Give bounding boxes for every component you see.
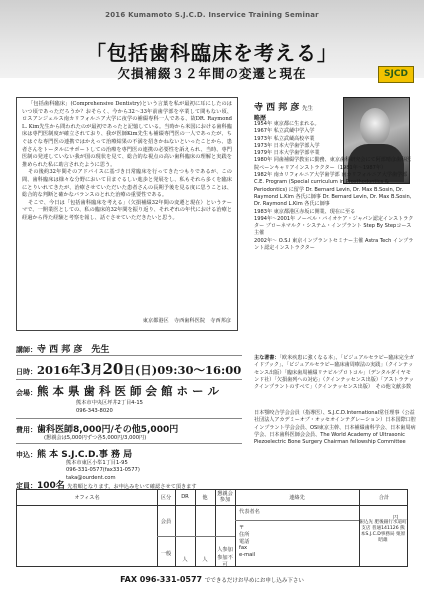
career-text: 日本大学歯学部入学 — [273, 142, 320, 149]
career-year: 1967年 — [254, 128, 273, 135]
col-dr: DR — [181, 494, 189, 500]
career-row — [254, 216, 414, 238]
capacity-line — [16, 478, 197, 491]
publications-label: 主な著書： — [254, 355, 280, 361]
capacity-label: 定員： — [16, 482, 37, 490]
addr-label: 〒 — [239, 525, 245, 531]
fax-label[interactable]: fax — [239, 545, 248, 551]
intro-paragraph-2: その後約32年間そのアドバイスに基づき日常臨床を行ってきたつもりであるが、この間、歯科臨床は様々な分野において目まぐるしい進歩と発展をし、私もそれら多くを臨床にとりいれてきたが、治療させていただいた患者さんの長期予後を見る度に思うことは、総合的な判断と確かなバランスのとれた治療の重要性である。 — [22, 169, 232, 199]
fax-note: でできるだけお早めにお申し込み下さい — [204, 578, 304, 584]
intro-paragraph-1: 「包括歯科臨床」(Comprehensive Dentistry)という言葉を私が最初に耳にしたのはいつ頃であっただろうか？おそらく、今から32～33年前歯学部を卒業して間もない頃、ロスアンジェルス南カリフォルニア大学に夜学の補綴専科一人である、故DR. Raymond L. Kim先生から問われたのが最初であったと記憶している。当時から米国における歯科臨床は専門医制度が確立されており、我が医師Kim先生も補綴専門医の一人であったが、ちぐはぐな専門医の連携ではかえって治療結果の不満を招きかねないといったことから、患者さんをトータルにサポートしての治療を専門医の連携の必要性を訴えられ、当時、専門医制の発達していない我が国の現状を見て、総合的な視点の高い歯科臨床の理解と実践を推められた私に助言されたように思う。 — [22, 101, 232, 168]
speaker-name: 寺 西 邦 彦 — [254, 103, 300, 113]
venue-line — [16, 383, 219, 399]
venue-label: 会場： — [16, 389, 37, 397]
career-text: 東京都に生まれる。 — [273, 121, 320, 127]
career-heading: 略歴 — [254, 115, 267, 122]
sub-title: 欠損補綴３２年間の変遷と現在 — [117, 66, 307, 81]
fee-note: (懇親会は5,000円ずつ各5,000円/3,000円) — [44, 435, 147, 441]
fee-label: 費用： — [16, 426, 37, 434]
publications — [254, 355, 414, 391]
apply-email[interactable]: taka@ourdent.com — [66, 475, 116, 481]
intro-box — [16, 97, 238, 331]
divider — [16, 443, 242, 444]
career-year: 1973年 — [254, 142, 273, 149]
fee-text: 歯科医師8,000円/その他5,000円 — [37, 425, 179, 435]
col-total: 合計 — [378, 495, 390, 501]
lecturer-line — [16, 342, 109, 355]
venue-tel: 096-343-8020 — [76, 408, 113, 414]
career-row — [254, 157, 414, 172]
career-text: 同歯補綴学教室に勤務、東京歯科研究会にて阿部晴彦歯科医院ペーンキャリアインストラクター（1981年～1987年） — [254, 157, 412, 171]
col-party: 懇親会参加 — [217, 491, 233, 503]
memberships: 日本顎咬合学会会員（指導医）、S.J.C.D.International常任理事（公益社団法人アカデミーオブ・オッセオインテグレーション）日本国際口腔インプラント学会会員、OSI東京主幹、日本補綴歯科学会、日本歯周病学会、日本歯科医師会会員、The World Academy of Ultrasonic Piezoelectric Bone Surgery Chairman fellowship Committee — [254, 410, 416, 446]
date-day-unit: 日 — [123, 363, 135, 377]
form-vline — [175, 490, 176, 566]
venue-name: 熊 本 県 歯 科 医 師 会 館 ホ ー ル — [37, 384, 220, 398]
party-yes[interactable]: 人参加 — [217, 547, 233, 553]
career-text: 日本大学歯学部卒業 — [273, 150, 320, 157]
yen-label: 円 — [393, 515, 399, 521]
intro-paragraph-3: そこで、今日は「包括歯科臨床を考える」（欠損補綴32年間の変遷と現在）というテーマで、一開業医としての、私の臨床的32年間を振り返り、それぞれの年代における治療と経過から得た経験と考察を報し、話ぐさせていただきたいと思う。 — [22, 199, 232, 221]
career-row — [254, 128, 414, 135]
apply-address: 熊本市東区小峯1丁目1-95 — [66, 460, 128, 466]
divider — [16, 418, 242, 419]
form-vline — [235, 490, 236, 566]
apply-tel: 096-331-0577(fax331-0577) — [66, 467, 140, 473]
addr-line[interactable]: 住所 — [239, 532, 250, 538]
career-year: 2002年～ — [254, 237, 278, 244]
intro-signature: 東京都港区 寺西歯科医院 寺西邦彦 — [142, 318, 231, 325]
unit-dr: 人 — [182, 557, 188, 563]
col-category: 区分 — [160, 495, 172, 501]
date-day: 20 — [102, 360, 124, 378]
career-year: 1979年 — [254, 150, 273, 157]
capacity-note: 先着順となります。お申込みをいて確認させて頂きます — [67, 484, 197, 490]
career-year: 1954年 — [254, 121, 273, 127]
career-text: 私立武蔵中学入学 — [273, 128, 315, 135]
career-year: 1973年 — [254, 135, 273, 142]
tel-label[interactable]: 電話 — [239, 539, 250, 545]
publications-text: 「欧米疾患に強くなる本」、「ビジュアルセラピー臨床完全ガイドブック」、「ビジュアルセラピー臨床歯周療法の実践」（クインテッセンス出版）「臨床歯周補綴リナビルプロトコル」（デンタルダイヤモンド社）「欠損歯列への対応」（クインテッセンス出版）「アストラテックインプラントのすべて」（クインテッセンス出版） その他文献多数 — [254, 355, 414, 391]
career-text: ノーベル・バイオケア・ジャパン認定インストラクター ブローネマルク・システム・インプラント Step By Stepコース主催 — [254, 215, 414, 237]
divider — [16, 379, 242, 380]
main-title: 「包括歯科臨床を考える」 — [86, 41, 338, 65]
career-text: O.S.I 東京インプラントセミナー主催 Astra Tech インプラント認定インストラクター — [254, 237, 414, 252]
row-member: 会員 — [160, 519, 172, 525]
career-text: 東京都港区赤坂に開業、現在に至る — [273, 208, 356, 215]
bank-stamp: 振込先 肥後銀行水道町支店 普通141126 熊本S.J.C.D事務局 栗原昭雄 — [359, 520, 407, 543]
rep-label: 代表者名 — [239, 509, 260, 515]
career-year: 1980年 — [254, 157, 273, 164]
date-year: 2016年 — [37, 363, 81, 377]
party-no[interactable]: 参加不可 — [217, 555, 233, 568]
form-hline — [235, 520, 359, 521]
col-office: オフィス名 — [74, 495, 100, 501]
date-line — [16, 360, 241, 378]
header-banner — [0, 0, 424, 81]
career-row — [254, 209, 414, 216]
seminar-label: 2016 Kumamoto S.J.C.D. Inservice Training Seminar — [105, 11, 319, 19]
lecturer-name: 寺 西 邦 彦 先生 — [37, 345, 110, 355]
sjcd-logo: SJCD — [378, 66, 414, 83]
fax-number: FAX 096-331-0577 — [120, 575, 203, 584]
apply-label: 申込： — [16, 451, 37, 459]
email-label[interactable]: e-mail — [239, 552, 256, 558]
career-row — [254, 238, 414, 253]
date-label: 日時： — [16, 368, 37, 376]
career-row — [254, 172, 414, 208]
career-year: 1982年 — [254, 172, 273, 179]
career-year: 1994年～2001年 — [254, 215, 296, 222]
career-year: 1983年 — [254, 208, 273, 215]
col-contact: 連絡先 — [289, 495, 305, 501]
date-month-unit: 月 — [90, 363, 103, 377]
form-hline — [157, 536, 235, 537]
fax-line — [0, 575, 424, 584]
divider — [16, 355, 242, 356]
apply-office: 熊 本 S.J.C.D.事 務 局 — [37, 450, 133, 460]
col-staff: 他 — [202, 495, 208, 501]
application-form — [16, 489, 408, 567]
career-text: 私立武蔵高校卒業 — [273, 135, 315, 142]
career-row — [254, 136, 414, 143]
venue-address: 熊本市中央区坪井2丁目4-15 — [76, 400, 143, 406]
date-month: 3 — [80, 360, 91, 378]
capacity-value: 100名 — [37, 481, 65, 491]
speaker-honorific: 先生 — [302, 106, 314, 112]
lecturer-label: 講師： — [16, 346, 37, 354]
career-text: 南カリフォルニア大学歯学部 南カリフォルニア大学歯学部C.E. Program (Special curriculum in Prosthodontics & Periodontics) に留学 Dr. Bernard Levin, Dr. Max B.Sosin, Dr. Raymond L.Kim 各氏に師事 Dr. Bernard Levin, Dr. Max B.Sosin, Dr. Raymond L.Kim 各氏に師事 — [254, 172, 412, 208]
unit-staff: 人 — [202, 557, 208, 563]
row-general: 一般 — [160, 551, 172, 557]
date-time: (日)09:30～16:00 — [134, 363, 242, 377]
form-vline — [195, 490, 196, 566]
career-list — [254, 121, 414, 252]
